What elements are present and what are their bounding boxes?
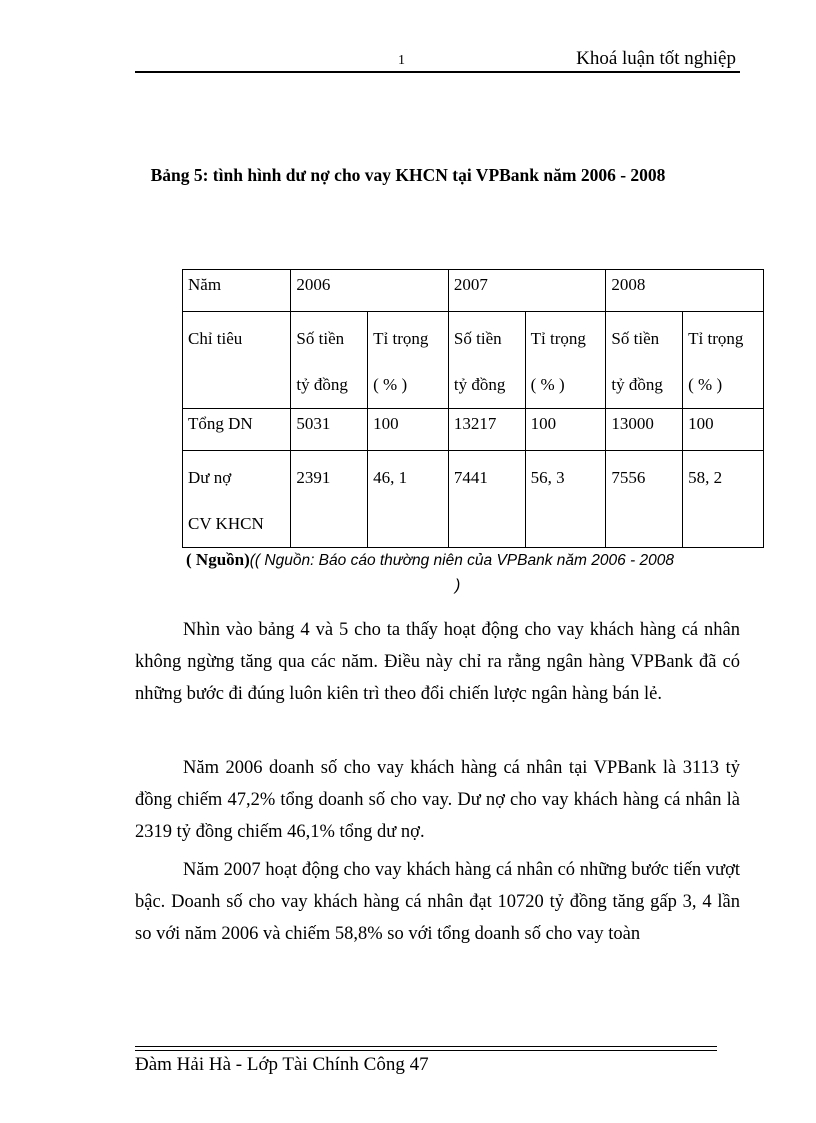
row-label-khcn: Dư nợ CV KHCN bbox=[183, 451, 291, 548]
table-cell: 13000 bbox=[606, 409, 683, 451]
year-2006-cell: 2006 bbox=[291, 270, 449, 312]
table-row bbox=[183, 409, 764, 451]
table-title: Bảng 5: tình hình dư nợ cho vay KHCN tại VPBank năm 2006 - 2008 bbox=[150, 165, 666, 185]
indicator-label-cell: Chỉ tiêu bbox=[183, 312, 291, 409]
year-2008-cell: 2008 bbox=[606, 270, 764, 312]
header-divider bbox=[135, 71, 740, 73]
footer-author: Đàm Hải Hà - Lớp Tài Chính Công 47 bbox=[135, 1054, 429, 1075]
header-title: Khoá luận tốt nghiệp bbox=[576, 48, 736, 69]
body-paragraph: Nhìn vào bảng 4 và 5 cho ta thấy hoạt động cho vay khách hàng cá nhân không ngừng tăng qua các năm. Điều này chỉ ra rằng ngân hàng VPBank đã có những bước đi đúng luôn kiên trì theo đổi chiến lược ngân hàng bán lẻ. bbox=[135, 620, 740, 704]
table-cell: 46, 1 bbox=[368, 451, 449, 548]
table-cell: 100 bbox=[525, 409, 606, 451]
table-row bbox=[183, 451, 764, 548]
table-cell: 58, 2 bbox=[683, 451, 764, 548]
loan-table bbox=[182, 269, 764, 548]
table-source bbox=[186, 547, 746, 573]
ratio-header-cell: Tỉ trọng ( % ) bbox=[368, 312, 449, 409]
table-row-years bbox=[183, 270, 764, 312]
amount-header-cell: Số tiền tỷ đồng bbox=[606, 312, 683, 409]
year-label-cell: Năm bbox=[183, 270, 291, 312]
body-paragraph: Năm 2006 doanh số cho vay khách hàng cá nhân tại VPBank là 3113 tỷ đồng chiếm 47,2% tổng doanh số cho vay. Dư nợ cho vay khách hàng cá nhân là 2319 tỷ đồng chiếm 46,1% tổng dư nợ. bbox=[135, 758, 740, 842]
footer-divider bbox=[135, 1046, 717, 1047]
table-cell: 13217 bbox=[448, 409, 525, 451]
table-cell: 100 bbox=[683, 409, 764, 451]
row-label-total: Tổng DN bbox=[183, 409, 291, 451]
source-citation-end: ) bbox=[455, 577, 461, 594]
ratio-header-cell: Tỉ trọng ( % ) bbox=[525, 312, 606, 409]
table-cell: 7441 bbox=[448, 451, 525, 548]
year-2007-cell: 2007 bbox=[448, 270, 606, 312]
ratio-header-cell: Tỉ trọng ( % ) bbox=[683, 312, 764, 409]
table-row-headers bbox=[183, 312, 764, 409]
table-cell: 100 bbox=[368, 409, 449, 451]
footer-divider bbox=[135, 1050, 717, 1051]
source-label: ( Nguồn) bbox=[186, 550, 250, 569]
body-paragraph: Năm 2007 hoạt động cho vay khách hàng cá nhân có những bước tiến vượt bậc. Doanh số cho vay khách hàng cá nhân đạt 10720 tỷ đồng tăng gấp 3, 4 lần so với năm 2006 và chiếm 58,8% so với tổng doanh số cho vay toàn bbox=[135, 860, 740, 944]
amount-header-cell: Số tiền tỷ đồng bbox=[448, 312, 525, 409]
table-cell: 5031 bbox=[291, 409, 368, 451]
amount-header-cell: Số tiền tỷ đồng bbox=[291, 312, 368, 409]
table-cell: 2391 bbox=[291, 451, 368, 548]
page-number: 1 bbox=[398, 53, 405, 68]
source-citation: (( Nguồn: Báo cáo thường niên của VPBank năm 2006 - 2008 bbox=[249, 552, 674, 569]
table-cell: 7556 bbox=[606, 451, 683, 548]
table-cell: 56, 3 bbox=[525, 451, 606, 548]
